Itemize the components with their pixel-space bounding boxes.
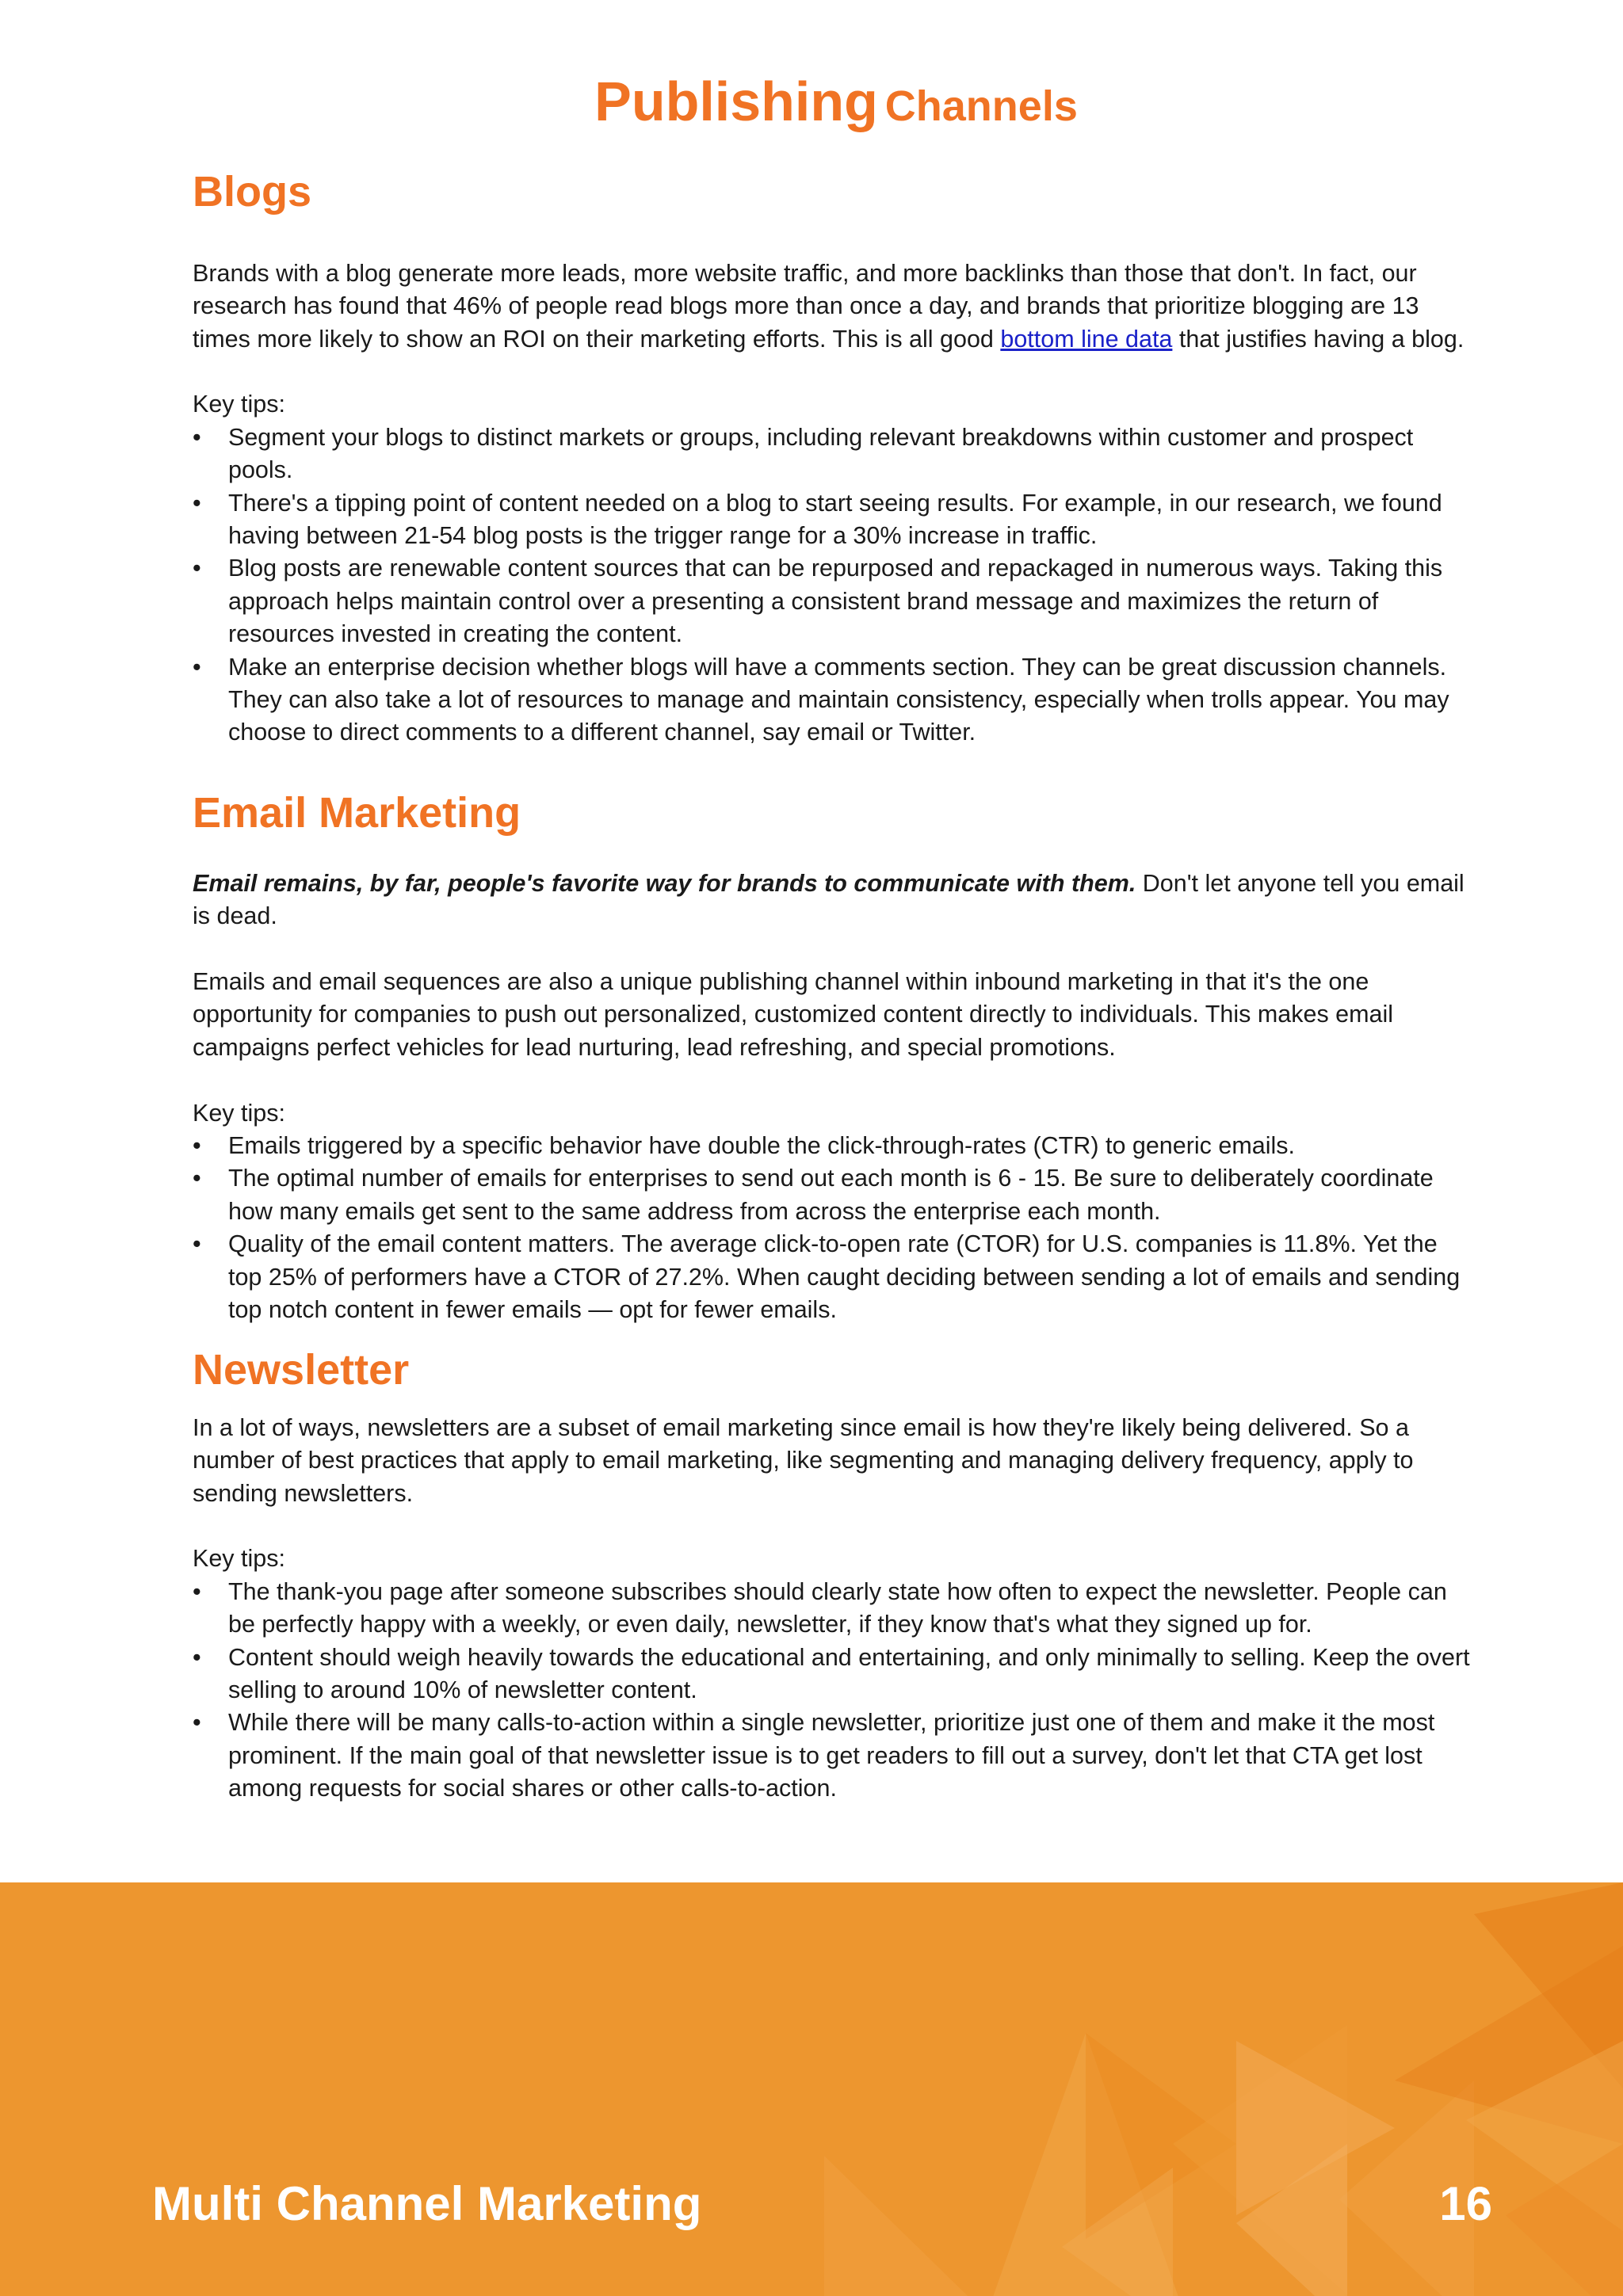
spacer: [193, 1064, 1476, 1097]
list-item: • Segment your blogs to distinct markets or groups, including relevant breakdowns within customer and prospect pools.: [193, 421, 1476, 487]
email-paragraph: Emails and email sequences are also a unique publishing channel within inbound marketing in that it's the one opportunity for companies to push out personalized, customized content directly to individuals. This makes email campaigns perfect vehicles for lead nurturing, lead refreshing, and special promotions.: [193, 968, 1394, 1061]
list-item: • Emails triggered by a specific behavior have double the click-through-rates (CTR) to generic emails.: [193, 1130, 1476, 1162]
blogs-intro: [193, 257, 1476, 356]
blogs-heading: Blogs: [193, 168, 312, 215]
page-number: 16: [1439, 2177, 1492, 2230]
spacer: [193, 356, 1476, 388]
newsletter-section: [193, 1344, 1476, 1806]
email-lead-bold: Email remains, by far, people's favorite way for brands to communicate with them.: [193, 869, 1136, 897]
blogs-tips-list: [193, 421, 1476, 749]
list-item: • Blog posts are renewable content sources that can be repurposed and repackaged in numerous ways. Taking this approach helps maintain control over a presenting a consistent brand message and maximizes the return of resources invested in creating the content.: [193, 552, 1476, 650]
newsletter-heading: Newsletter: [193, 1346, 410, 1394]
page-title: [0, 70, 1623, 133]
footer-triangle-pattern: [0, 1882, 1623, 2296]
blogs-section: [193, 166, 1476, 749]
list-item: • Content should weigh heavily towards the educational and entertaining, and only minimally to selling. Keep the overt selling to around 10% of newsletter content.: [193, 1642, 1476, 1707]
email-lead: [193, 868, 1476, 933]
footer-title: Multi Channel Marketing: [152, 2177, 702, 2230]
footer-band: [0, 1882, 1623, 2296]
list-item: • Quality of the email content matters. The average click-to-open rate (CTOR) for U.S. companies is 11.8%. Yet the top 25% of performers have a CTOR of 27.2%. When caught deciding between sending a lot of emails and sending top notch content in fewer emails — opt for fewer emails.: [193, 1228, 1476, 1326]
spacer: [193, 1510, 1476, 1543]
page-title-sub: Channels: [884, 82, 1078, 130]
list-item: • The optimal number of emails for enterprises to send out each month is 6 - 15. Be sure to deliberately coordinate how many emails get sent to the same address from across the enterprise each month.: [193, 1162, 1476, 1228]
page-title-main: Publishing: [594, 71, 878, 132]
list-item: • There's a tipping point of content needed on a blog to start seeing results. For example, in our research, we found having between 21-54 blog posts is the trigger range for a 30% increase in traffic.: [193, 487, 1476, 553]
email-marketing-heading: Email Marketing: [193, 789, 521, 837]
email-tips-list: [193, 1130, 1476, 1326]
list-item: • Make an enterprise decision whether blogs will have a comments section. They can be great discussion channels. They can also take a lot of resources to manage and maintain consistency, especially when trolls appear. You may choose to direct comments to a different channel, say email or Twitter.: [193, 651, 1476, 749]
email-key-tips-label: Key tips:: [193, 1099, 285, 1127]
newsletter-key-tips-label: Key tips:: [193, 1545, 285, 1573]
spacer: [193, 933, 1476, 966]
blogs-intro-tail: that justifies having a blog.: [1172, 325, 1465, 353]
newsletter-paragraph: In a lot of ways, newsletters are a subset of email marketing since email is how they're likely being delivered. So a number of best practices that apply to email marketing, like segmenting and managing delivery frequency, apply to sending newsletters.: [193, 1413, 1414, 1507]
newsletter-tips-list: [193, 1576, 1476, 1806]
list-item: • While there will be many calls-to-action within a single newsletter, prioritize just one of them and make it the most prominent. If the main goal of that newsletter issue is to get readers to fill out a survey, don't let that CTA get lost among requests for social shares or other calls-to-action.: [193, 1707, 1476, 1805]
blogs-key-tips-label: Key tips:: [193, 391, 285, 418]
email-marketing-section: [193, 788, 1476, 1326]
email-lead-rest: Don't let anyone tell you email is dead.: [193, 869, 1465, 930]
bottom-line-data-link[interactable]: bottom line data: [1000, 325, 1173, 353]
list-item: • The thank-you page after someone subscribes should clearly state how often to expect the newsletter. People can be perfectly happy with a weekly, or even daily, newsletter, if they know that's what they signed up for.: [193, 1576, 1476, 1642]
blogs-intro-text: Brands with a blog generate more leads, more website traffic, and more backlinks than those that don't. In fact, our research has found that 46% of people read blogs more than once a day, and brands that prioritize blogging are 13 times more likely to show an ROI on their marketing efforts. This is all good: [193, 259, 1419, 353]
